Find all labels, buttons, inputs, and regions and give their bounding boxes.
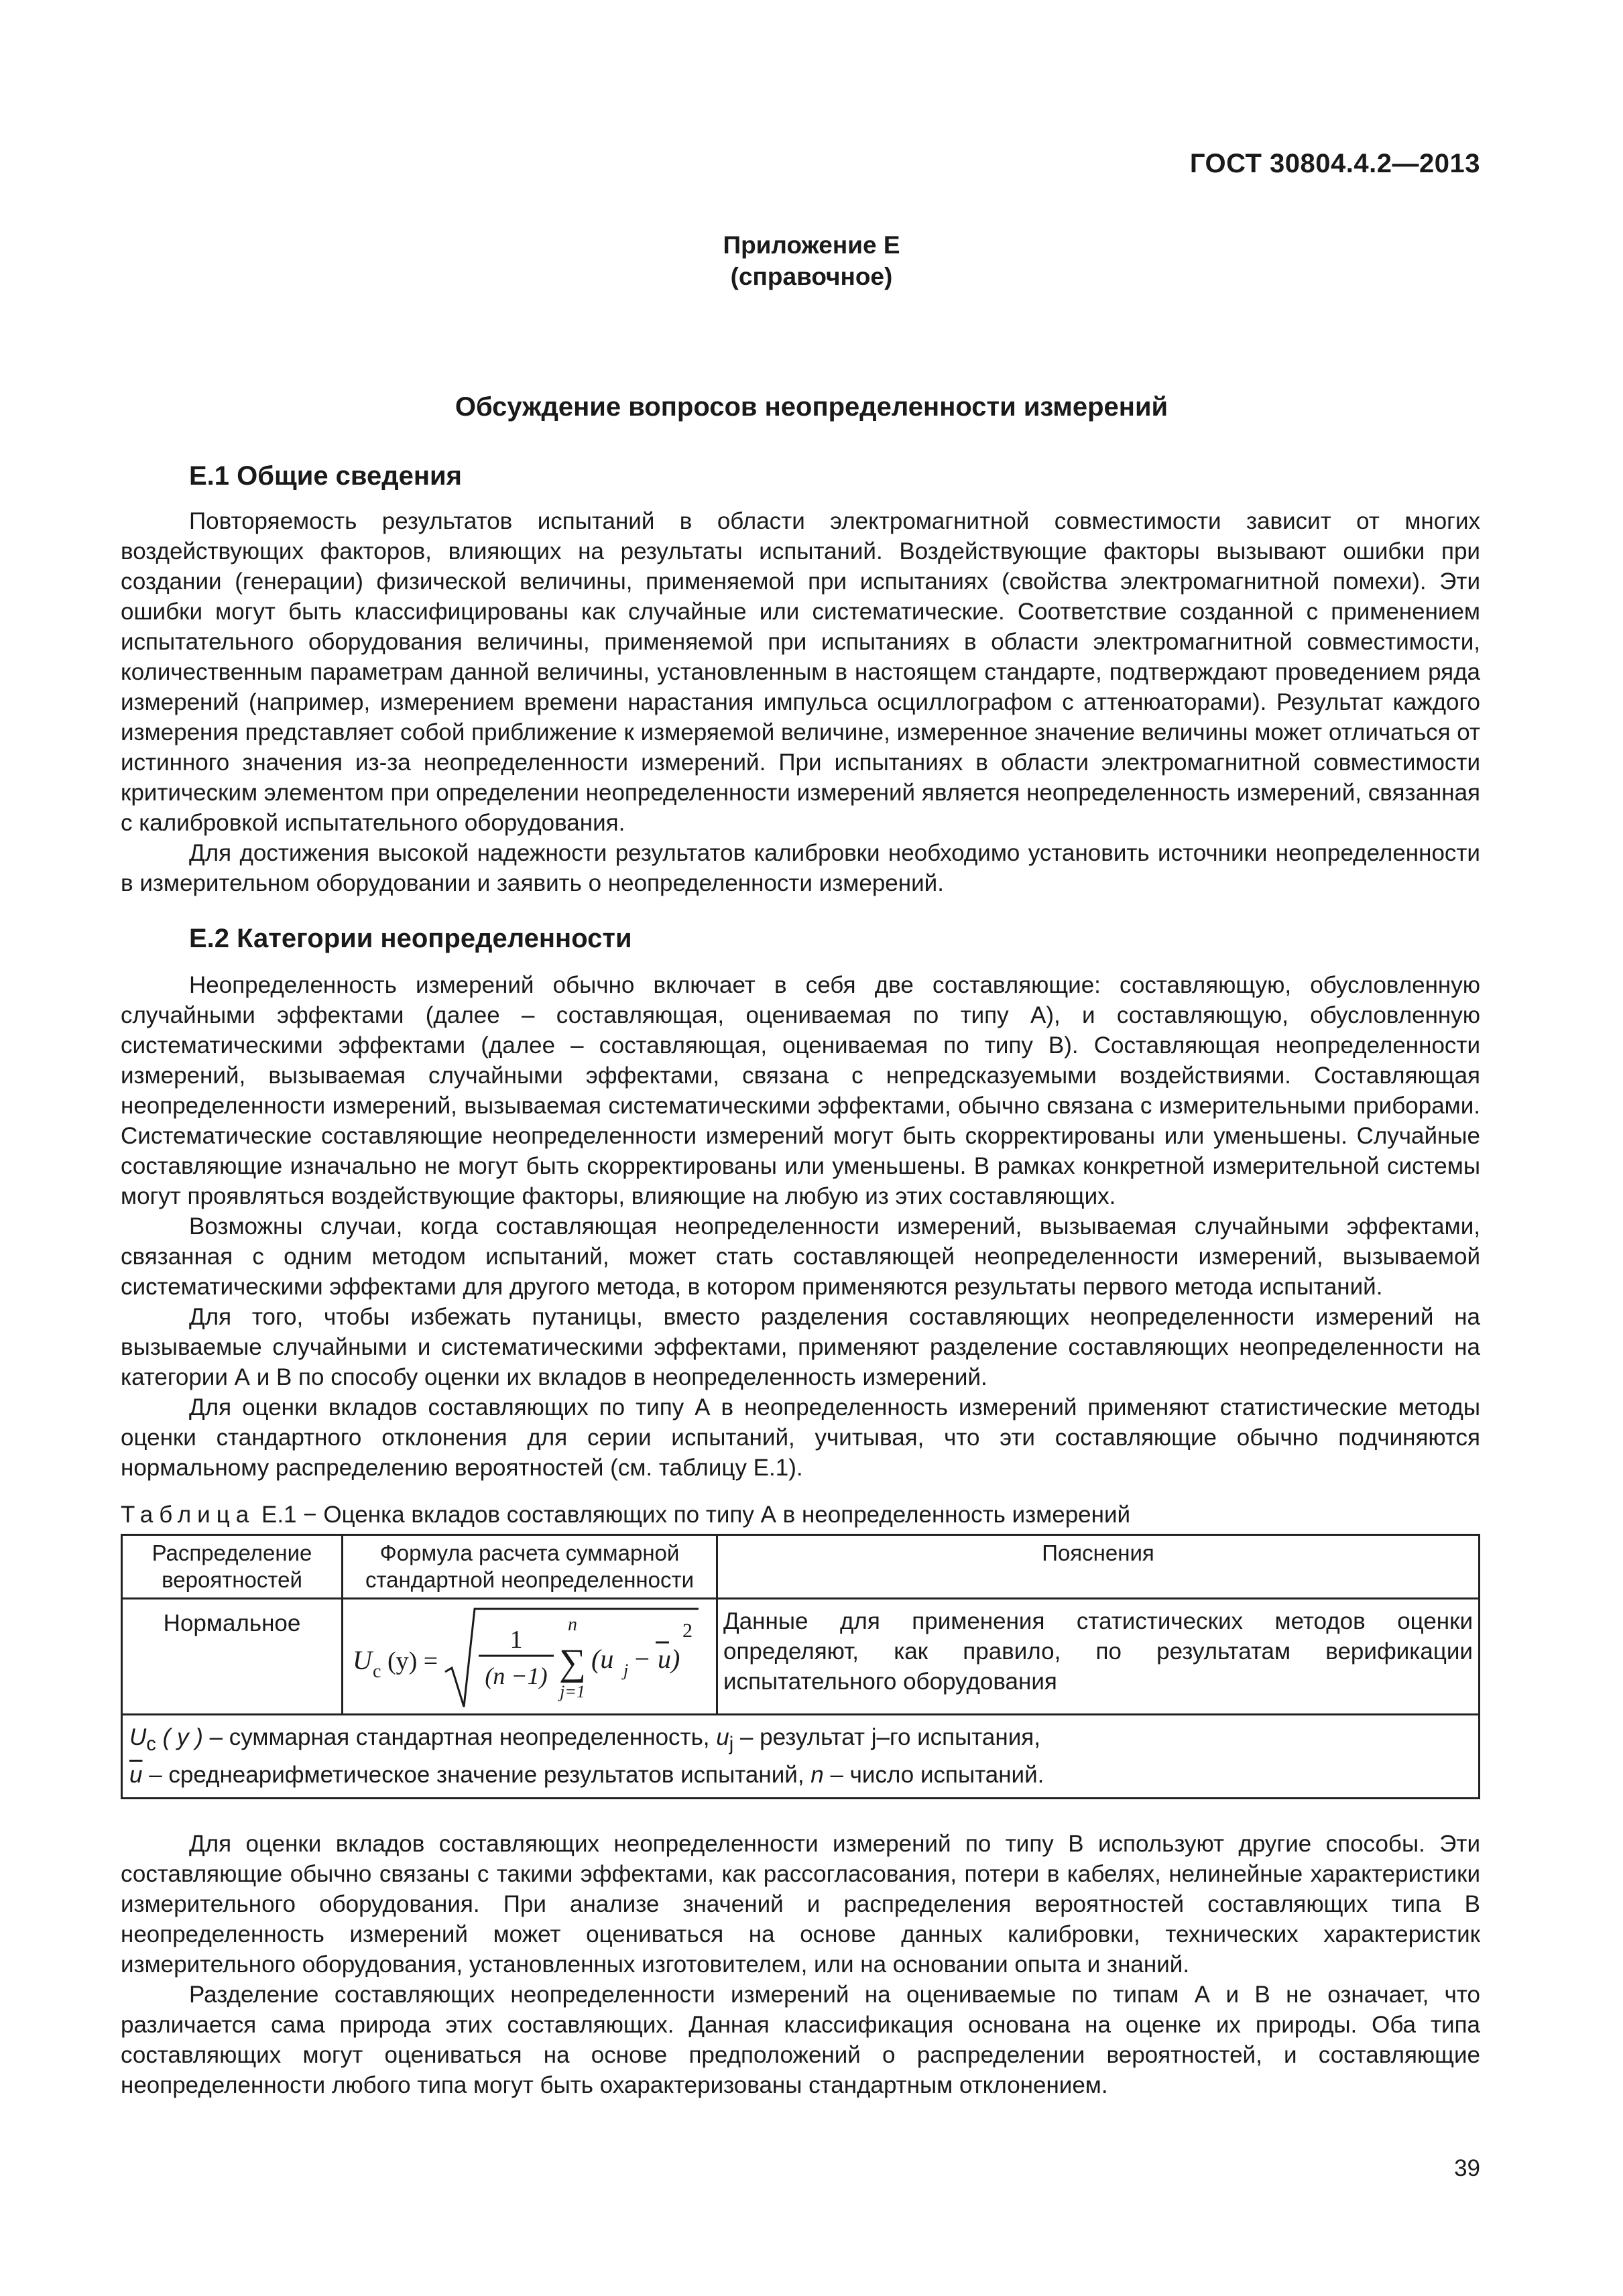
table-notes-row	[122, 1715, 1480, 1799]
notes-text: – суммарная стандартная неопределенность,	[209, 1724, 710, 1750]
paragraph: Для оценки вкладов составляющих по типу А в неопределенность измерений применяют статистические методы оценки стандартного отклонения для серии испытаний, учитывая, что эти составляющие обычно подчиняются нормальному распределению вероятностей (см. таблицу Е.1).	[121, 1394, 1480, 1481]
formula-graphic	[343, 1599, 705, 1713]
formula-lhs-arg: (y) =	[387, 1647, 438, 1675]
page-number: 39	[1454, 2155, 1480, 2181]
notes-text: – среднеарифметическое значение результатов испытаний,	[149, 1762, 804, 1788]
section-e1-body	[121, 506, 1480, 898]
formula-denominator: (n −1)	[485, 1663, 548, 1689]
formula-numerator: 1	[509, 1626, 523, 1654]
notes-text: – число испытаний.	[830, 1762, 1044, 1788]
table-header-cell: Формула расчета суммарной стандартной неопределенности	[343, 1535, 717, 1599]
section-e2-body	[121, 970, 1480, 1483]
table-caption-label: Таблица	[121, 1502, 255, 1528]
symbol-subscript: c	[146, 1734, 156, 1755]
formula-lhs-subscript: c	[373, 1661, 381, 1682]
formula-lhs-symbol: U	[353, 1645, 372, 1675]
symbol-u-j: u	[716, 1724, 729, 1750]
notes-text: – результат j–го испытания,	[739, 1724, 1040, 1750]
formula-cell	[343, 1599, 717, 1715]
symbol-arg: ( y )	[162, 1724, 203, 1750]
notes-line-1	[129, 1722, 1471, 1760]
sum-sign: ∑	[559, 1642, 586, 1683]
table-row	[122, 1599, 1480, 1715]
table-notes-cell	[122, 1715, 1480, 1799]
paragraph: Для того, чтобы избежать путаницы, вместо разделения составляющих неопределенности измерений на вызываемые случайными и систематическими эффектами, применяют разделение составляющих неопределенности на категории А и В по способу оценки их вкладов в неопределенность измерений.	[121, 1304, 1480, 1390]
table-caption-text: − Оценка вкладов составляющих по типу А в неопределенность измерений	[303, 1502, 1131, 1528]
table-caption	[121, 1502, 1130, 1528]
paragraph: Для достижения высокой надежности результатов калибровки необходимо установить источники неопределенности в измерительном оборудовании и заявить о неопределенности измерений.	[121, 840, 1480, 896]
appendix-title: Приложение Е	[723, 231, 900, 259]
table-header-row	[122, 1535, 1480, 1599]
paragraph: Повторяемость результатов испытаний в области электромагнитной совместимости зависит от многих воздействующих факторов, влияющих на результаты испытаний. Воздействующие факторы вызывают ошибки при создании (генерации) физической величины, применяемой при испытаниях (свойства электромагнитной помехи). Эти ошибки могут быть классифицированы как случайные или систематические. Соответствие созданной с применением испытательного оборудования величины, применяемой при испытаниях в области электромагнитной совместимости, количественным параметрам данной величины, установленным в настоящем стандарте, подтверждают проведением ряда измерений (например, измерением времени нарастания импульса осциллографом с аттенюаторами). Результат каждого измерения представляет собой приближение к измеряемой величине, измеренное значение величины может отличаться от истинного значения из-за неопределенности измерений. При испытаниях в области электромагнитной совместимости критическим элементом при определении неопределенности измерений является неопределенность измерений, связанная с калибровкой испытательного оборудования.	[121, 508, 1480, 836]
symbol-u-mean: $\overline{u}$	[129, 1762, 143, 1788]
distribution-cell: Нормальное	[122, 1599, 343, 1715]
uncertainty-table	[121, 1534, 1480, 1799]
formula-sum-lower: j=1	[560, 1682, 585, 1701]
explanation-cell: Данные для применения статистических методов оценки определяют, как правило, по результатам верификации испытательного оборудования	[717, 1599, 1480, 1715]
section-e2-heading: Е.2 Категории неопределенности	[189, 924, 632, 953]
document-title: Обсуждение вопросов неопределенности измерений	[455, 392, 1168, 422]
table-header-cell: Пояснения	[717, 1535, 1480, 1599]
table-header-cell: Распределение вероятностей	[122, 1535, 343, 1599]
section-e1-heading: Е.1 Общие сведения	[189, 461, 462, 491]
table-caption-number: Е.1	[261, 1502, 297, 1528]
paragraph: Возможны случаи, когда составляющая неопределенности измерений, вызываемая случайными эффектами, связанная с одним методом испытаний, может стать составляющей неопределенности измерений, вызываемой систематическими эффектами для другого метода, в котором применяются результаты первого метода испытаний.	[121, 1213, 1480, 1300]
symbol-n: n	[810, 1762, 824, 1788]
formula-term-rest: − u)	[633, 1644, 680, 1674]
appendix-subtitle: (справочное)	[730, 263, 893, 290]
symbol-u-c: U	[129, 1724, 147, 1750]
formula-term-subscript: j	[623, 1660, 629, 1680]
formula-term: (u	[591, 1644, 614, 1674]
notes-line-2	[129, 1760, 1471, 1791]
paragraph: Разделение составляющих неопределенности измерений на оцениваемые по типам А и В не означает, что различается сама природа этих составляющих. Данная классификация основана на оценке их природы. Оба типа составляющих могут оцениваться на основе предположений о распределении вероятностей, и составляющие неопределенности любого типа могут быть охарактеризованы стандартным отклонением.	[121, 1982, 1480, 2098]
formula-exponent: 2	[682, 1620, 693, 1642]
symbol-subscript: j	[729, 1734, 734, 1755]
paragraph: Для оценки вкладов составляющих неопределенности измерений по типу В используют другие способы. Эти составляющие обычно связаны с такими эффектами, как рассогласования, потери в кабелях, нелинейные характеристики измерительного оборудования. При анализе значений и распределения вероятностей составляющих типа В неопределенность измерений может оцениваться на основе данных калибровки, технических характеристик измерительного оборудования, установленных изготовителем, или на основании опыта и знаний.	[121, 1831, 1480, 1978]
section-e2-continued	[121, 1829, 1480, 2100]
paragraph: Неопределенность измерений обычно включает в себя две составляющие: составляющую, обусловленную случайными эффектами (далее – составляющая, оцениваемая по типу А), и составляющую, обусловленную систематическими эффектами (далее – составляющая, оцениваемая по типу В). Составляющая неопределенности измерений, вызываемая случайными эффектами, связана с непредсказуемыми воздействиями. Составляющая неопределенности измерений, вызываемая систематическими эффектами, обычно связана с измерительными приборами. Систематические составляющие неопределенности измерений могут быть скорректированы или уменьшены. Случайные составляющие изначально не могут быть скорректированы или уменьшены. В рамках конкретной измерительной системы могут проявляться воздействующие факторы, влияющие на любую из этих составляющих.	[121, 972, 1480, 1209]
gost-code: ГОСТ 30804.4.2—2013	[1189, 149, 1480, 178]
formula-sum-upper: n	[568, 1614, 577, 1635]
